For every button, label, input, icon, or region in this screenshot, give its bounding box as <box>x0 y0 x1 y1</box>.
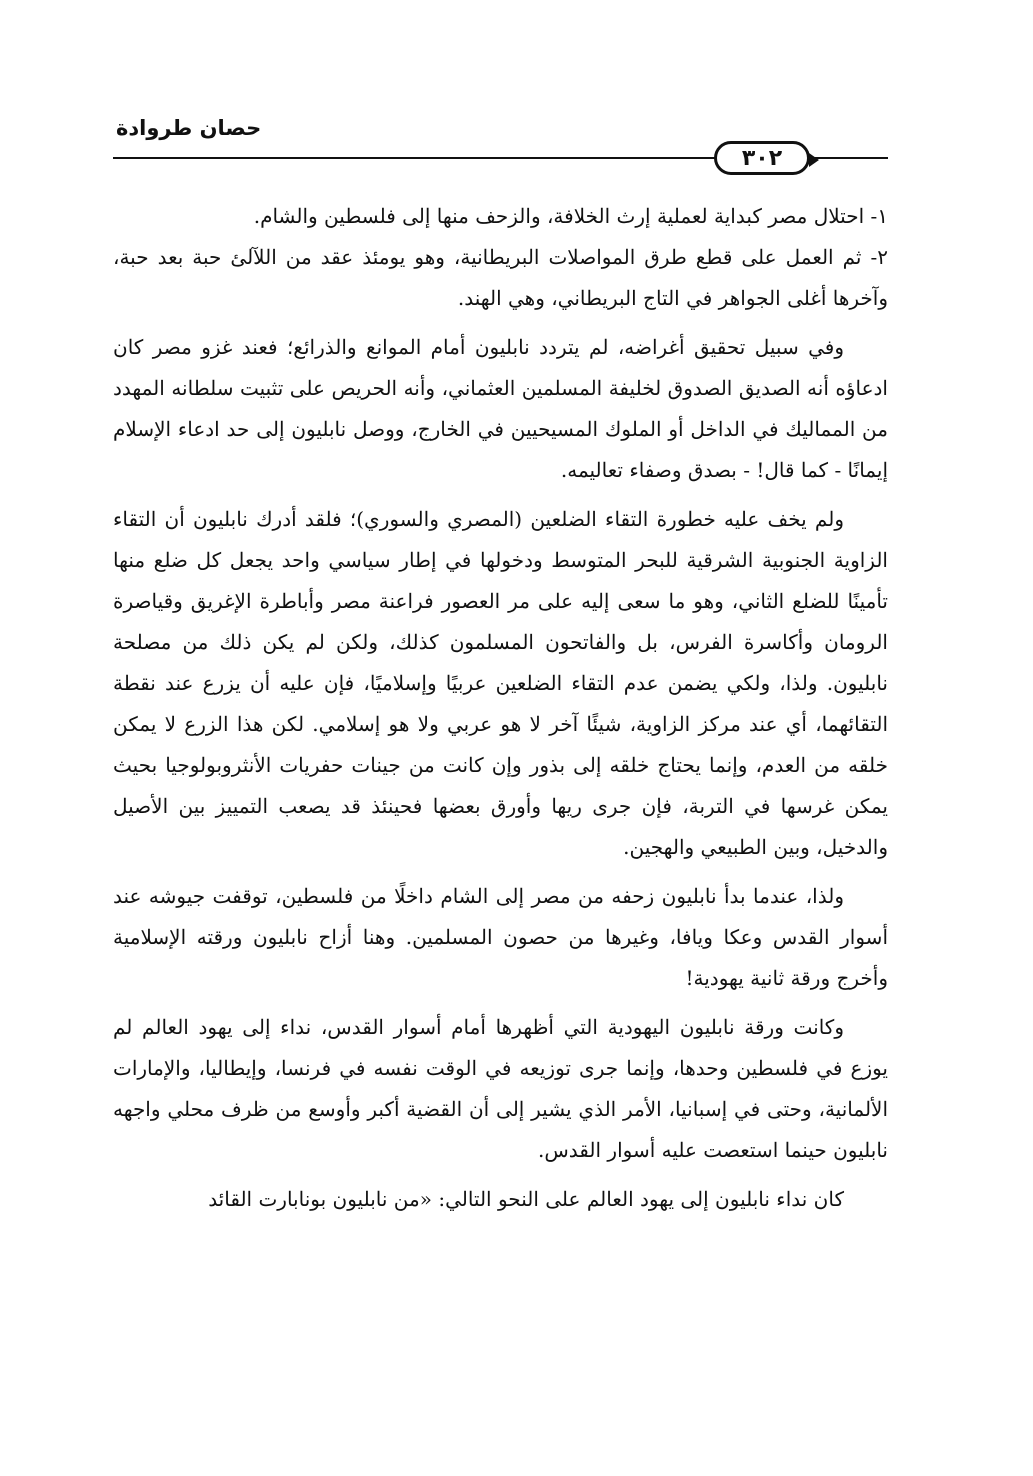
page-body <box>113 196 888 1228</box>
paragraph-1: وفي سبيل تحقيق أغراضه، لم يتردد نابليون أمام الموانع والذرائع؛ فعند غزو مصر كان ادعاؤه أنه الصديق الصدوق لخليفة المسلمين العثماني، وأنه الحريص على تثبيت سلطانه المهدد من المماليك في الداخل أو الملوك المسيحيين في الخارج، ووصل نابليون إلى حد ادعاء الإسلام إيمانًا - كما قال! - بصدق وصفاء تعاليمه. <box>113 335 888 482</box>
list-item-2: ٢- ثم العمل على قطع طرق المواصلات البريطانية، وهو يومئذ عقد من اللآلئ حبة بعد حبة، وآخرها أغلى الجواهر في التاج البريطاني، وهي الهند. <box>113 245 888 310</box>
paragraph-2: ولم يخف عليه خطورة التقاء الضلعين (المصري والسوري)؛ فلقد أدرك نابليون أن التقاء الزاوية الجنوبية الشرقية للبحر المتوسط ودخولها في إطار سياسي واحد يجعل كل ضلع منها تأمينًا للضلع الثاني، وهو ما سعى إليه على مر العصور فراعنة مصر وأباطرة الإغريق وقياصرة الرومان وأكاسرة الفرس، بل والفاتحون المسلمون كذلك، ولكن لم يكن ذلك من مصلحة نابليون. ولذا، ولكي يضمن عدم التقاء الضلعين عربيًا وإسلاميًا، فإن عليه أن يزرع عند نقطة التقائهما، أي عند مركز الزاوية، شيئًا آخر لا هو عربي ولا هو إسلامي. لكن هذا الزرع لا يمكن خلقه من العدم، وإنما يحتاج خلقه إلى بذور وإن كانت من جينات حفريات الأنثروبولوجيا بحيث يمكن غرسها في التربة، فإن جرى ريها وأورق بعضها فحينئذ قد يصعب التمييز بين الأصيل والدخيل، وبين الطبيعي والهجين. <box>113 507 888 859</box>
paragraph-5: كان نداء نابليون إلى يهود العالم على النحو التالي: «من نابليون بونابارت القائد <box>208 1187 844 1211</box>
page-number-badge: ٣٠٢ <box>714 141 810 175</box>
paragraph-3: ولذا، عندما بدأ نابليون زحفه من مصر إلى الشام داخلًا من فلسطين، توقفت جيوشه عند أسوار القدس وعكا ويافا، وغيرها من حصون المسلمين. وهنا أزاح نابليون ورقته الإسلامية وأخرج ورقة ثانية يهودية! <box>113 884 888 990</box>
list-item-1: ١- احتلال مصر كبداية لعملية إرث الخلافة، والزحف منها إلى فلسطين والشام. <box>253 204 888 228</box>
paragraph-4: وكانت ورقة نابليون اليهودية التي أظهرها أمام أسوار القدس، نداء إلى يهود العالم لم يوزع في فلسطين وحدها، وإنما جرى توزيعه في الوقت نفسه في فرنسا، وإيطاليا، والإمارات الألمانية، وحتى في إسبانيا، الأمر الذي يشير إلى أن القضية أكبر وأوسع من ظرف محلي واجهه نابليون حينما استعصت عليه أسوار القدس. <box>113 1015 888 1162</box>
book-title: حصان طروادة <box>116 116 262 140</box>
